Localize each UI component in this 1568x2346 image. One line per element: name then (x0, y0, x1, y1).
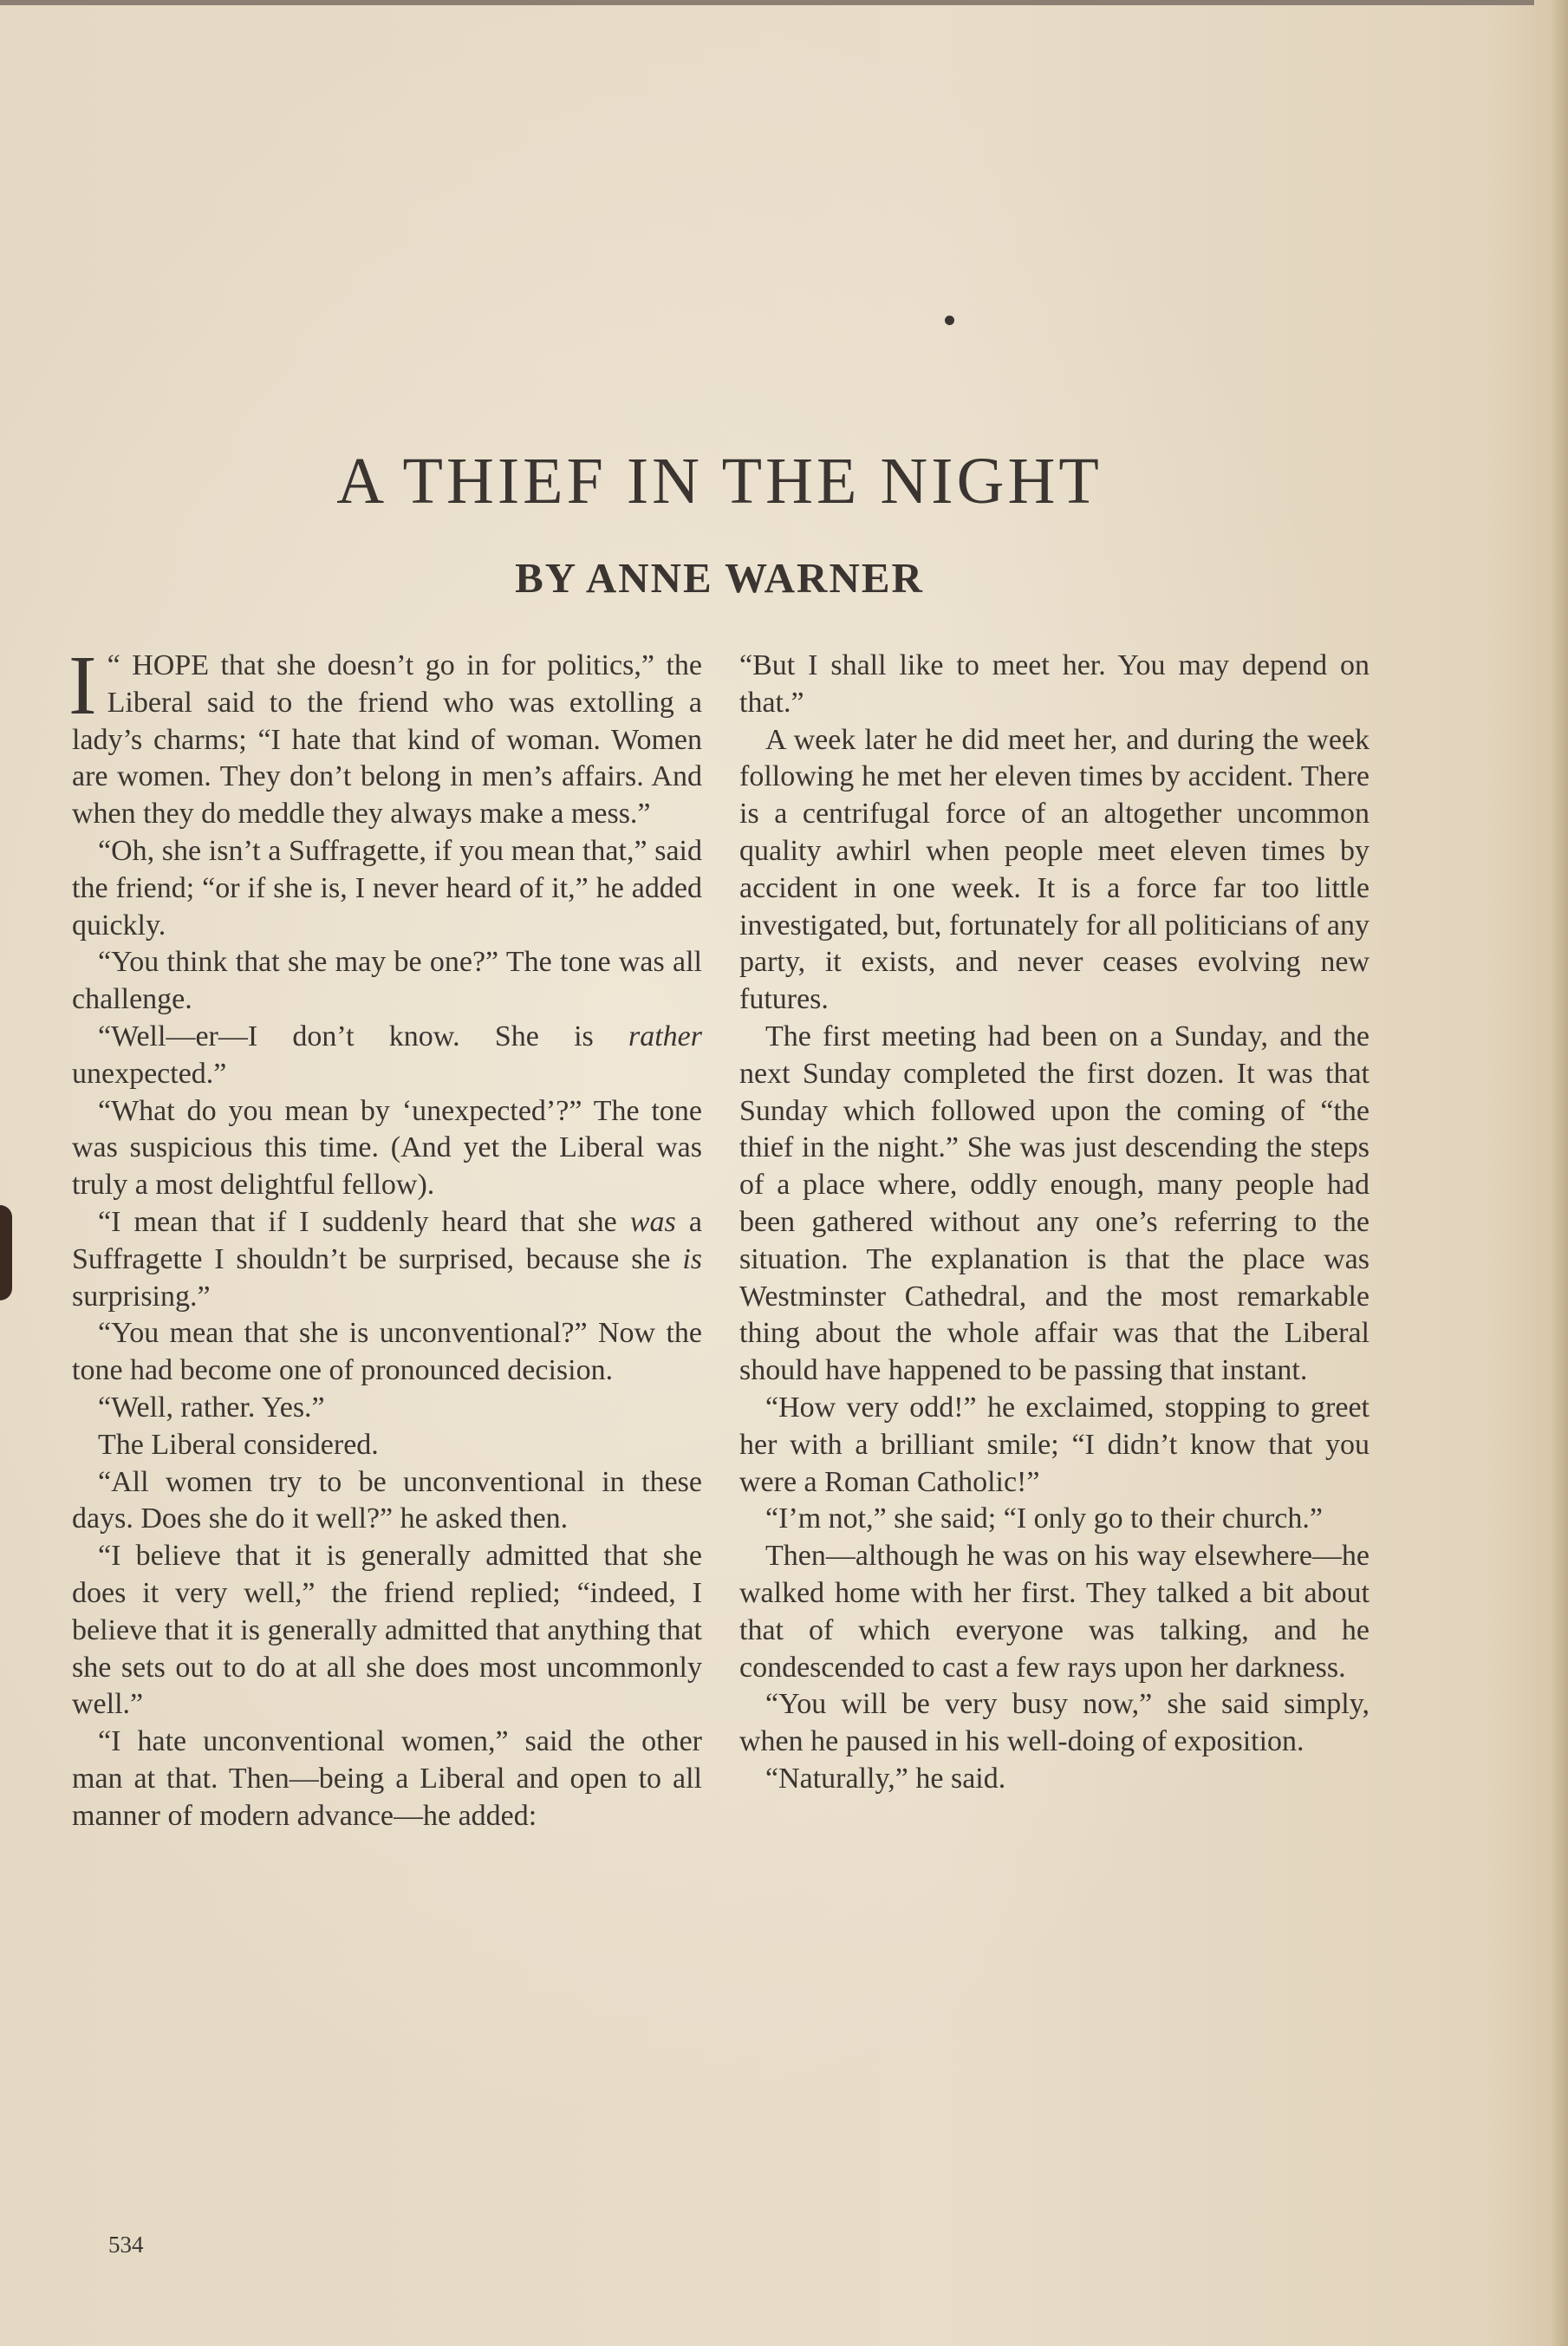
page-number: 534 (108, 2232, 144, 2258)
page-edge-shadow (1551, 0, 1568, 2346)
article-byline: BY ANNE WARNER (515, 554, 924, 602)
left-column (68, 639, 703, 1835)
paragraph (72, 1019, 702, 1093)
binding-mark (0, 1205, 12, 1300)
paragraph-text: “I mean that if I suddenly heard that she (98, 1205, 630, 1238)
paragraph: “You will be very busy now,” she said simply, when he paused in his well-doing of exposition. (739, 1688, 1370, 1758)
paragraph: “I’m not,” she said; “I only go to their church.” (765, 1502, 1323, 1535)
paragraph-text: surprising.” (72, 1280, 211, 1313)
paragraph: “You mean that she is unconventional?” Now the tone had become one of pronounced decision. (72, 1317, 702, 1387)
paragraph-text: “Well—er—I don’t know. She is (98, 1020, 628, 1052)
paragraph: A week later he did meet her, and during the week following he met her eleven times by accident. There is a centrifugal force of an altogether uncommon quality awhirl when people meet eleven times by accident in one week. It is a force far too little investigated, but, fortunately for all politicians of any party, it exists, and never ceases evolving new futures. (739, 723, 1370, 1016)
paragraph: “I believe that it is generally admitted that she does it very well,” the friend replied; “indeed, I believe that it is generally admitted that anything that she sets out to do at all she does most uncommonly well.” (72, 1540, 702, 1721)
paragraph: “Well, rather. Yes.” (98, 1391, 325, 1424)
paragraph: “Oh, she isn’t a Suffragette, if you mean that,” said the friend; “or if she is, I never heard of it,” he added quickly. (72, 834, 702, 942)
paragraph: “What do you mean by ‘unexpected’?” The tone was suspicious this time. (And yet the Liberal was truly a most delightful fellow). (72, 1094, 702, 1202)
paragraph: The Liberal considered. (98, 1428, 379, 1461)
paragraph: “All women try to be unconventional in these days. Does she do it well?” he asked then. (72, 1465, 702, 1535)
paragraph: The first meeting had been on a Sunday, and the next Sunday completed the first dozen. It was that Sunday which followed upon the coming of “the thief in the night.” She was just descending the steps of a place where, oddly enough, many people had been gathered without any one’s referring to the situation. The explanation is that the place was Westminster Cathedral, and the most remarkable thing about the whole affair was that the Liberal should have happened to be passing that instant. (739, 1020, 1370, 1387)
paragraph-text: HOPE that she doesn’t go in for politics,” the Liberal said to the friend who was extolling a lady’s charms; “I hate that kind of woman. Women are women. They don’t belong in men’s affairs. And when they do meddle they always make a mess.” (72, 649, 702, 831)
paragraph (68, 639, 702, 833)
top-rule (0, 0, 1534, 5)
emphasis-text: was (629, 1205, 676, 1238)
paragraph: Then—although he was on his way elsewhere—he walked home with her first. They talked a bit about that of which everyone was talking, and he condescended to cast a few rays upon her darkness. (739, 1540, 1370, 1684)
paragraph: “Naturally,” he said. (765, 1762, 1006, 1795)
ornament-dot (945, 316, 954, 325)
paragraph (72, 1204, 702, 1315)
paragraph: “But I shall like to meet her. You may depend on that.” (739, 649, 1370, 719)
paragraph: “How very odd!” he exclaimed, stopping to greet her with a brilliant smile; “I didn’t know that you were a Roman Catholic!” (739, 1391, 1370, 1498)
emphasis-text: is (682, 1242, 702, 1275)
paragraph-text: a Suffragette I shouldn’t be surprised, because she (72, 1205, 703, 1275)
paragraph-text: unexpected.” (72, 1057, 227, 1090)
paragraph: “You think that she may be one?” The tone was all challenge. (72, 946, 702, 1016)
right-column (739, 648, 1370, 1798)
article-title: A THIEF IN THE NIGHT (336, 445, 1103, 518)
paragraph: “I hate unconventional women,” said the other man at that. Then—being a Liberal and open to all manner of modern advance—he added: (72, 1725, 702, 1832)
drop-cap: I (68, 639, 97, 733)
emphasis-text: rather (628, 1020, 702, 1052)
opening-quote: “ (107, 649, 120, 681)
